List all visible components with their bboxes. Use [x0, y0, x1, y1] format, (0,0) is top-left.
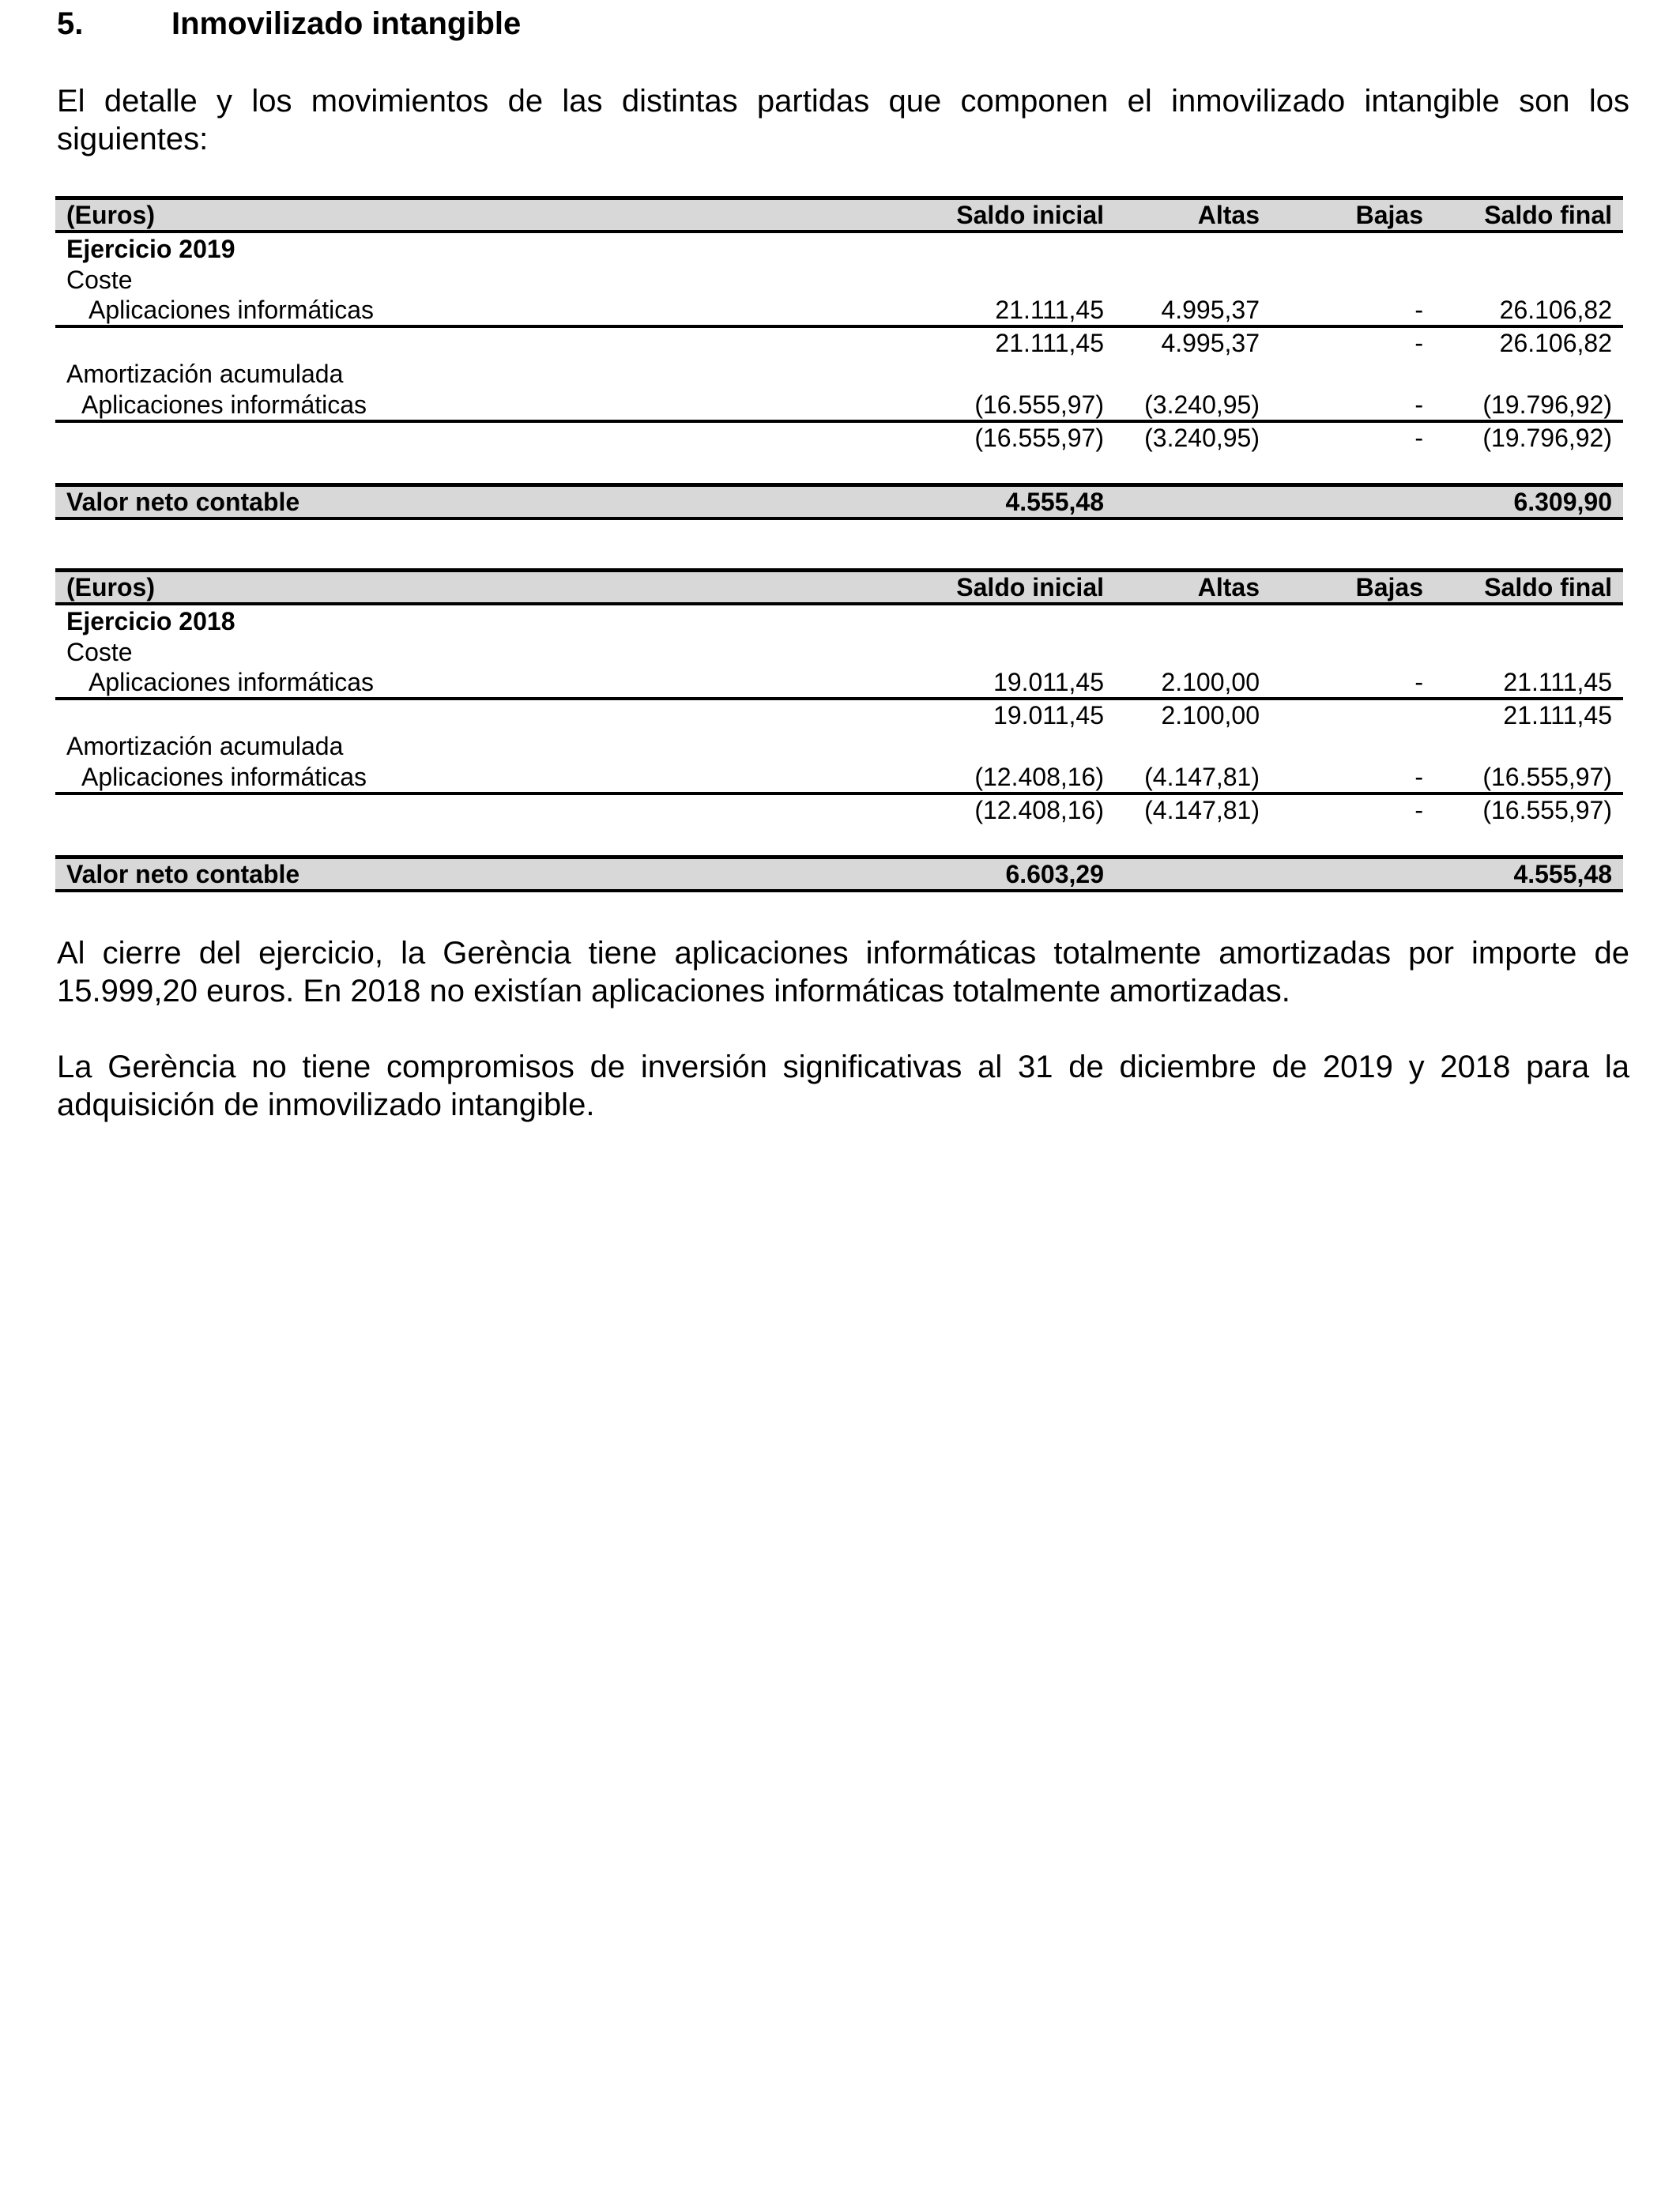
net-book-value-label: Valor neto contable — [66, 488, 300, 516]
cost-label: Coste — [66, 266, 133, 294]
cell-saldo-final: 21.111,45 — [1503, 701, 1612, 729]
table-header — [55, 568, 1623, 605]
cell-saldo-inicial: 21.111,45 — [995, 296, 1104, 324]
cell-altas: (3.240,95) — [1144, 424, 1260, 452]
year-row — [55, 233, 1623, 265]
amortization-section-row — [55, 358, 1623, 390]
cell-saldo-inicial: (12.408,16) — [974, 796, 1104, 824]
cell-saldo-inicial: 19.011,45 — [993, 668, 1104, 696]
cell-saldo-inicial: 21.111,45 — [995, 329, 1104, 357]
cost-total-row — [55, 325, 1623, 358]
cell-altas: (3.240,95) — [1144, 390, 1260, 419]
cell-saldo-inicial: 19.011,45 — [993, 701, 1104, 729]
cell-saldo-inicial: (16.555,97) — [974, 424, 1104, 452]
cell-saldo-final: (16.555,97) — [1482, 763, 1612, 791]
year-label: Ejercicio 2019 — [66, 235, 235, 263]
cell-saldo-final: (19.796,92) — [1482, 390, 1612, 419]
net-book-value-row — [55, 855, 1623, 892]
cell-saldo-final: 21.111,45 — [1503, 668, 1612, 696]
cost-total-row — [55, 697, 1623, 730]
cost-label: Coste — [66, 638, 133, 666]
section-number: 5. — [57, 6, 84, 41]
closing-paragraph-fully-amortized: Al cierre del ejercicio, la Gerència tiene aplicaciones informáticas totalmente amortizadas por importe de 15.999,20 euros. En 2018 no existían aplicaciones informáticas totalmente amortizadas. — [57, 936, 1629, 1008]
cell-saldo-inicial: (12.408,16) — [974, 763, 1104, 791]
intangible-assets-table-2018 — [55, 568, 1623, 892]
cell-altas: 2.100,00 — [1161, 701, 1260, 729]
header-saldo-final: Saldo final — [1484, 573, 1612, 601]
net-book-value-row — [55, 483, 1623, 520]
cell-bajas: - — [1414, 763, 1423, 791]
header-bajas: Bajas — [1355, 573, 1423, 601]
table-header — [55, 196, 1623, 233]
header-saldo-inicial: Saldo inicial — [956, 201, 1104, 229]
amortization-item-row — [55, 762, 1623, 792]
cell-altas: 2.100,00 — [1161, 668, 1260, 696]
cost-item-row — [55, 667, 1623, 697]
cell-bajas: - — [1414, 796, 1423, 824]
section-heading — [57, 6, 521, 42]
header-saldo-final: Saldo final — [1484, 201, 1612, 229]
cell-altas: (4.147,81) — [1144, 763, 1260, 791]
row-label: Aplicaciones informáticas — [89, 296, 375, 324]
cell-saldo-inicial: (16.555,97) — [974, 390, 1104, 419]
year-label: Ejercicio 2018 — [66, 607, 235, 635]
cost-section-row — [55, 637, 1623, 667]
year-row — [55, 605, 1623, 637]
cell-altas: (4.147,81) — [1144, 796, 1260, 824]
cell-bajas: - — [1414, 296, 1423, 324]
cell-saldo-final: 4.555,48 — [1513, 860, 1612, 888]
amortization-label: Amortización acumulada — [66, 732, 344, 760]
cell-saldo-final: (16.555,97) — [1482, 796, 1612, 824]
cell-saldo-inicial: 4.555,48 — [1005, 488, 1104, 516]
cell-saldo-final: 26.106,82 — [1499, 329, 1612, 357]
cell-altas: 4.995,37 — [1161, 296, 1260, 324]
cell-saldo-inicial: 6.603,29 — [1005, 860, 1104, 888]
cell-altas: 4.995,37 — [1161, 329, 1260, 357]
cost-item-row — [55, 295, 1623, 325]
amortization-label: Amortización acumulada — [66, 360, 344, 388]
header-bajas: Bajas — [1355, 201, 1423, 229]
header-unit: (Euros) — [66, 573, 155, 601]
cell-saldo-final: 26.106,82 — [1499, 296, 1612, 324]
cell-bajas: - — [1414, 329, 1423, 357]
cell-bajas: - — [1414, 668, 1423, 696]
amortization-total-row — [55, 792, 1623, 825]
cell-bajas: - — [1414, 390, 1423, 419]
header-altas: Altas — [1197, 201, 1260, 229]
cost-section-row — [55, 265, 1623, 295]
net-book-value-label: Valor neto contable — [66, 860, 300, 888]
intangible-assets-table-2019 — [55, 196, 1623, 520]
cell-saldo-final: 6.309,90 — [1513, 488, 1612, 516]
header-unit: (Euros) — [66, 201, 155, 229]
amortization-item-row — [55, 390, 1623, 420]
amortization-total-row — [55, 420, 1623, 453]
row-label: Aplicaciones informáticas — [81, 390, 367, 419]
row-label: Aplicaciones informáticas — [81, 763, 367, 791]
cell-bajas: - — [1414, 424, 1423, 452]
amortization-section-row — [55, 730, 1623, 762]
header-altas: Altas — [1197, 573, 1260, 601]
cell-saldo-final: (19.796,92) — [1482, 424, 1612, 452]
header-saldo-inicial: Saldo inicial — [956, 573, 1104, 601]
row-label: Aplicaciones informáticas — [89, 668, 375, 696]
closing-paragraph-commitments: La Gerència no tiene compromisos de inversión significativas al 31 de diciembre de 2019 y 2018 para la adquisición de inmovilizado intangible. — [57, 1050, 1629, 1122]
section-title: Inmovilizado intangible — [171, 6, 522, 41]
intro-paragraph: El detalle y los movimientos de las distintas partidas que componen el inmovilizado intangible son los siguientes: — [57, 84, 1629, 156]
